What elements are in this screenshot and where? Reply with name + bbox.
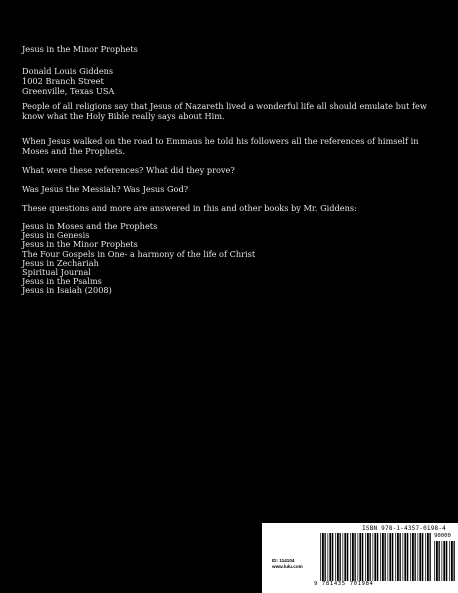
barcode-bar [362,533,363,581]
barcode-digits: 9 781435 701984 [314,581,374,587]
barcode-bar [359,533,361,581]
list-item: Jesus in Genesis [22,230,90,241]
barcode-bar [443,541,445,581]
barcode-bar [347,533,348,581]
barcode-bar [382,533,384,581]
barcode-bar [328,533,329,581]
barcode-bar [373,533,374,581]
list-item: Jesus in Isaiah (2008) [22,285,112,296]
book-title: Jesus in the Minor Prophets [22,44,138,54]
barcode-bars [320,533,432,581]
barcode-bar [442,541,443,581]
barcode-bar [392,533,393,581]
addon-barcode-bars [434,541,456,585]
barcode-bar [395,533,396,581]
barcode-bar [320,533,321,581]
question-references: What were these references? What did they prove? [22,165,235,175]
isbn-label: ISBN 978-1-4357-0198-4 [362,525,446,532]
list-item: Spiritual Journal [22,267,91,278]
emmaus-paragraph: When Jesus walked on the road to Emmaus he told his followers all the references of himself in Moses and the Prophets. [22,136,419,156]
lulu-id-label [272,558,303,570]
barcode-bar [335,533,336,581]
barcode-bar [419,533,421,581]
barcode-bar [344,533,346,581]
barcode-bar [337,533,339,581]
barcode-bar [388,533,389,581]
barcode-bar [415,533,416,581]
barcode-bar [374,533,376,581]
lulu-id: ID: 114104 [272,558,295,563]
barcode-bar [404,533,406,581]
barcode-bar [329,533,331,581]
barcode-bar [397,533,399,581]
barcode-panel [262,523,458,593]
barcode-bar [340,533,341,581]
barcode-bar [325,533,326,581]
barcode-bar [352,533,354,581]
list-item: Jesus in the Psalms [22,276,102,287]
barcode-bar [377,533,378,581]
barcode-bar [358,533,359,581]
author-name: Donald Louis Giddens [22,66,114,76]
list-item: The Four Gospels in One- a harmony of the life of Christ [22,248,256,259]
other-books-list [22,222,436,296]
addon-digits: 90000 [434,533,451,539]
list-item: Jesus in the Minor Prophets [22,239,138,250]
barcode-bar [385,533,386,581]
barcode-bar [412,533,414,581]
answered-paragraph: These questions and more are answered in this and other books by Mr. Giddens: [22,203,357,213]
barcode-bar [380,533,381,581]
barcode-bar [427,533,429,581]
blurb-paragraph: People of all religions say that Jesus of Nazareth lived a wonderful life all should emulate but few know what the Holy Bible really says about Him. [22,101,427,121]
barcode-bar [434,541,435,581]
barcode-bar [370,533,371,581]
barcode-bar [449,541,450,581]
author-address [22,66,436,96]
barcode-bar [454,541,455,581]
barcode-bar [407,533,408,581]
list-item: Jesus in Moses and the Prophets [22,221,158,231]
barcode-bar [410,533,411,581]
barcode-bar [418,533,419,581]
barcode-bar [389,533,391,581]
barcode-bar [446,541,447,581]
barcode-bar [451,541,453,581]
lulu-site: www.lulu.com [272,564,303,569]
author-street: 1002 Branch Street [22,76,104,86]
barcode-bar [350,533,351,581]
barcode-bar [367,533,369,581]
barcode-bar [365,533,366,581]
barcode-bar [425,533,426,581]
barcode-bar [332,533,333,581]
author-city: Greenville, Texas USA [22,86,115,96]
barcode-bar [422,533,423,581]
barcode-bar [403,533,404,581]
barcode-bar [343,533,344,581]
question-messiah: Was Jesus the Messiah? Was Jesus God? [22,184,189,194]
barcode-bar [322,533,324,581]
list-item: Jesus in Zechariah [22,257,99,268]
barcode-bar [439,541,440,581]
barcode-bar [355,533,356,581]
barcode-bar [436,541,438,581]
barcode-bar [430,533,431,581]
barcode-bar [400,533,401,581]
